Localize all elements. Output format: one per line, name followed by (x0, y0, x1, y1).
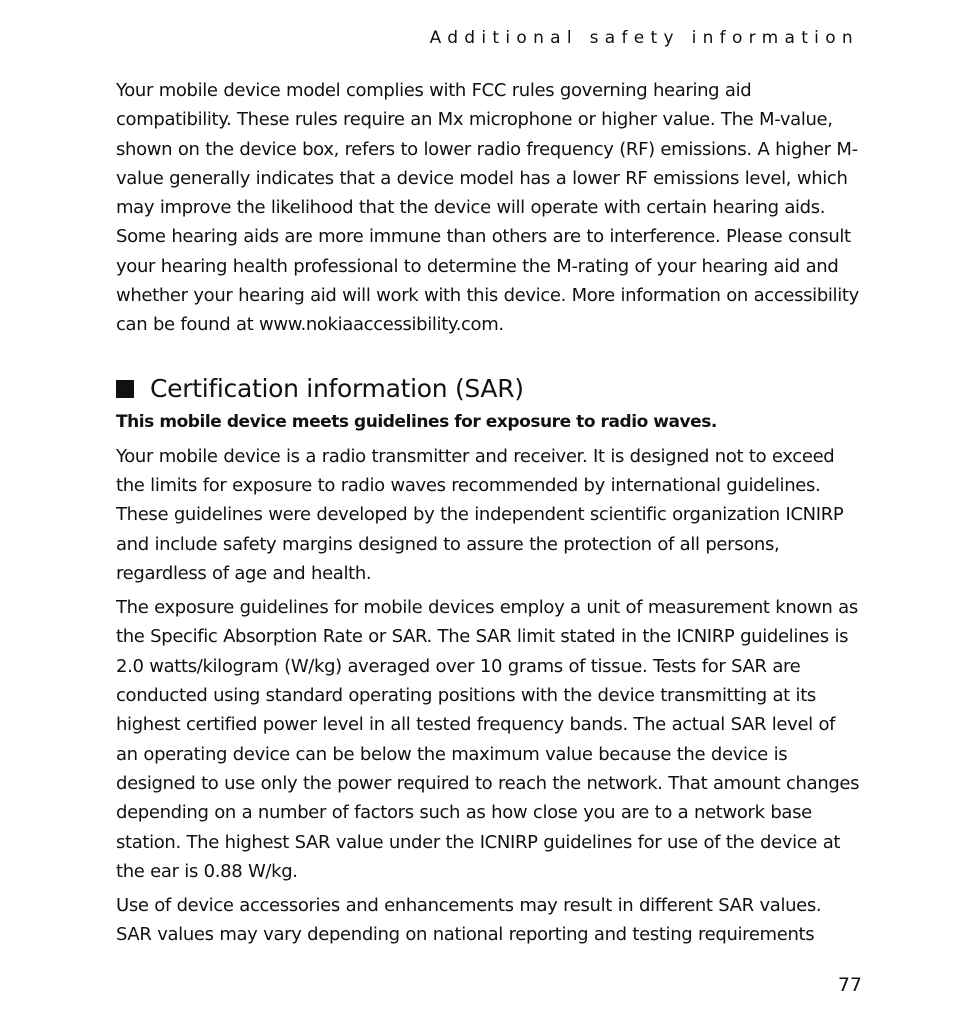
section-heading (116, 372, 860, 406)
hearing-aid-paragraph: Your mobile device model complies with FCC rules governing hearing aid compatibility. These rules require an Mx microphone or higher value. The M-value, shown on the device box, refers to lower radio frequency (RF) emissions. A higher M-value generally indicates that a device model has a lower RF emissions level, which may improve the likelihood that the device will operate with certain hearing aids. Some hearing aids are more immune than others are to interference. Please consult your hearing health professional to determine the M-rating of your hearing aid and whether your hearing aid will work with this device. More information on accessibility can be found at www.nokiaaccessibility.com. (116, 80, 859, 336)
page-content (116, 76, 860, 950)
section-lead: This mobile device meets guidelines for exposure to radio waves. (116, 411, 717, 432)
page-number: 77 (837, 974, 862, 996)
sar-paragraph-2: The exposure guidelines for mobile devices employ a unit of measurement known as the Specific Absorption Rate or SAR. The SAR limit stated in the ICNIRP guidelines is 2.0 watts/kilogram (W/kg) averaged over 10 grams of tissue. Tests for SAR are conducted using standard operating positions with the device transmitting at its highest certified power level in all tested frequency bands. The actual SAR level of an operating device can be below the maximum value because the device is designed to use only the power required to reach the network. That amount changes depending on a number of factors such as how close you are to a network base station. The highest SAR value under the ICNIRP guidelines for use of the device at the ear is 0.88 W/kg. (116, 597, 860, 882)
section-heading-text: Certification information (SAR) (150, 373, 524, 403)
square-bullet-icon (116, 380, 134, 398)
sar-paragraph-3: Use of device accessories and enhancements may result in different SAR values. SAR values may vary depending on national reporting and testing requirements (116, 895, 822, 946)
sar-paragraph-1: Your mobile device is a radio transmitter and receiver. It is designed not to exceed the limits for exposure to radio waves recommended by international guidelines. These guidelines were developed by the independent scientific organization ICNIRP and include safety margins designed to assure the protection of all persons, regardless of age and health. (116, 445, 844, 584)
running-header: Additional safety information (429, 28, 859, 48)
